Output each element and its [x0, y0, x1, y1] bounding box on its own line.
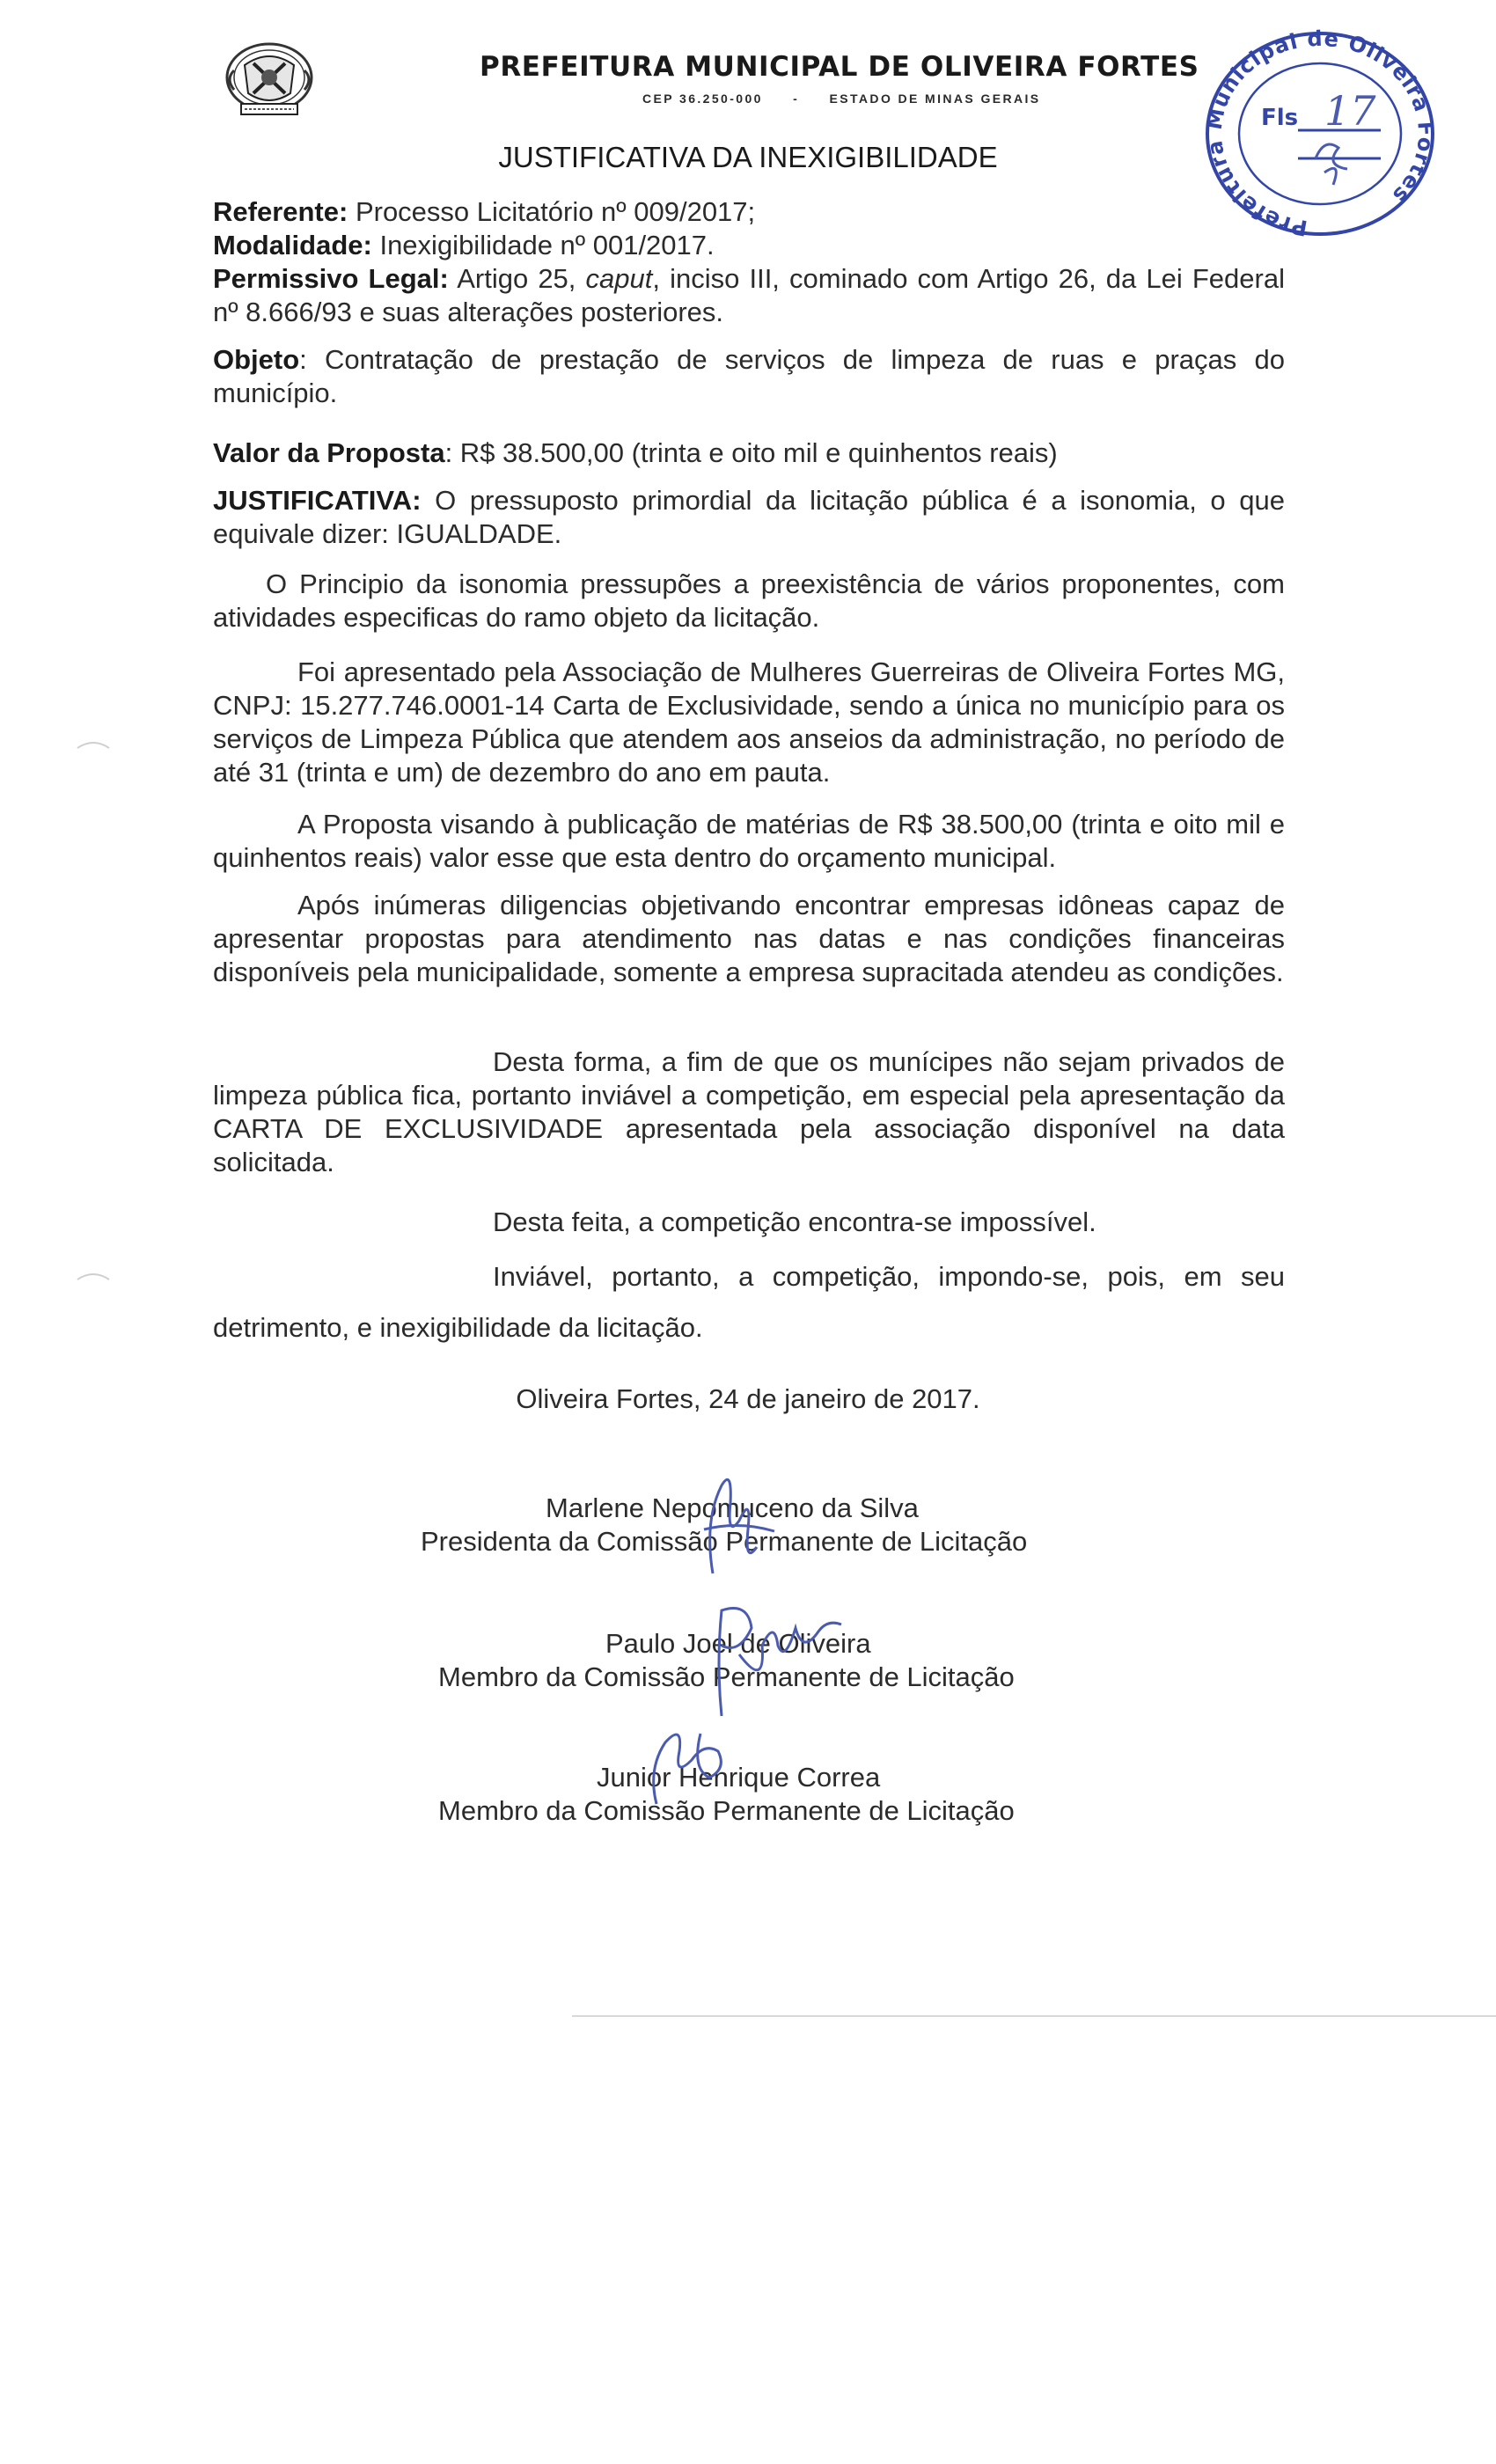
municipality-header-address [642, 92, 1100, 106]
referente-label: Referente: [213, 196, 348, 227]
diligencias-paragraph: Após inúmeras diligencias objetivando encontrar empresas idôneas capaz de apresentar propostas para atendimento nas datas e nas condições financeiras disponíveis pela municipalidade, somente a empresa supracitada atendeu as condições. [213, 890, 1285, 987]
isonomia-paragraph: O Principio da isonomia pressupões a preexistência de vários proponentes, com atividades especificas do ramo objeto da licitação. [213, 568, 1285, 633]
modalidade-label: Modalidade: [213, 230, 372, 260]
inviavel-line: Inviável, portanto, a competição, impondo-se, pois, em seu [493, 1261, 1285, 1292]
objeto-value: : Contratação de prestação de serviços de limpeza de ruas e praças do município. [213, 344, 1285, 408]
header-cep: CEP 36.250-000 [642, 92, 763, 106]
handwritten-signature-1-icon [678, 1468, 801, 1582]
signature-role-2: Membro da Comissão Permanente de Licitação [438, 1661, 1015, 1692]
detrimento-line: detrimento, e inexigibilidade da licitação. [213, 1312, 703, 1343]
signature-name-1: Marlene Nepomuceno da Silva [546, 1492, 919, 1523]
referente-line [213, 195, 1285, 229]
valor-label: Valor da Proposta [213, 437, 445, 468]
valor-value: : R$ 38.500,00 (trinta e oito mil e quinhentos reais) [444, 437, 1058, 468]
objeto-paragraph [213, 343, 1285, 410]
place-date: Oliveira Fortes, 24 de janeiro de 2017. [516, 1383, 980, 1414]
justificativa-paragraph [213, 484, 1285, 551]
justificativa-value: O pressuposto primordial da licitação pública é a isonomia, o que equivale dizer: IGUALDADE. [213, 485, 1285, 549]
header-state: ESTADO DE MINAS GERAIS [829, 92, 1041, 106]
signature-name-3: Junior Henrique Correa [597, 1762, 881, 1793]
scan-mark-icon [76, 1267, 111, 1283]
permissivo-caput: caput [585, 263, 653, 294]
scan-fold-line [572, 2015, 1496, 2017]
signature-role-1: Presidenta da Comissão Permanente de Licitação [421, 1526, 1028, 1557]
permissivo-post: , inciso III, cominado com Artigo 26, da Lei Federal nº 8.666/93 e suas alterações posteriores. [213, 263, 1285, 327]
objeto-label: Objeto [213, 344, 300, 375]
scan-mark-icon [76, 736, 111, 752]
svg-text:Prefeitura Municipal de Olivei: Prefeitura Municipal de Oliveira Fortes [1201, 26, 1439, 241]
header-separator: - [793, 92, 800, 106]
signature-role-3: Membro da Comissão Permanente de Licitação [438, 1795, 1015, 1826]
desta-forma-paragraph: Desta forma, a fim de que os munícipes não sejam privados de limpeza pública fica, portanto inviável a competição, em especial pela apresentação da CARTA DE EXCLUSIVIDADE apresentada pela associação disponível na data solicitada. [213, 1046, 1285, 1177]
permissivo-pre: Artigo 25, [448, 263, 586, 294]
justificativa-label: JUSTIFICATIVA: [213, 485, 422, 516]
referente-value: Processo Licitatório nº 009/2017; [348, 196, 756, 227]
stamp-fls-label: Fls [1261, 105, 1299, 131]
valor-line [213, 436, 1285, 470]
modalidade-value: Inexigibilidade nº 001/2017. [371, 230, 715, 260]
stamp-page-number: 17 [1324, 87, 1376, 135]
proposta-paragraph: A Proposta visando à publicação de matérias de R$ 38.500,00 (trinta e oito mil e quinhentos reais) valor esse que esta dentro do orçamento municipal. [213, 809, 1285, 873]
associacao-paragraph: Foi apresentado pela Associação de Mulheres Guerreiras de Oliveira Fortes MG, CNPJ: 15.277.746.0001-14 Carta de Exclusividade, sendo a única no município para os serviços de Limpeza Pública que atendem aos anseios da administração, no período de até 31 (trinta e um) de dezembro do ano em pauta. [213, 656, 1285, 788]
desta-feita-line: Desta feita, a competição encontra-se impossível. [493, 1206, 1096, 1237]
document-title: JUSTIFICATIVA DA INEXIGIBILIDADE [498, 141, 998, 173]
signature-name-2: Paulo Joel de Oliveira [605, 1628, 871, 1659]
municipality-header-title: PREFEITURA MUNICIPAL DE OLIVEIRA FORTES [480, 51, 1199, 83]
modalidade-line [213, 229, 1285, 262]
municipal-crest-icon [218, 39, 320, 123]
permissivo-label: Permissivo Legal: [213, 263, 449, 294]
permissivo-paragraph [213, 262, 1285, 329]
